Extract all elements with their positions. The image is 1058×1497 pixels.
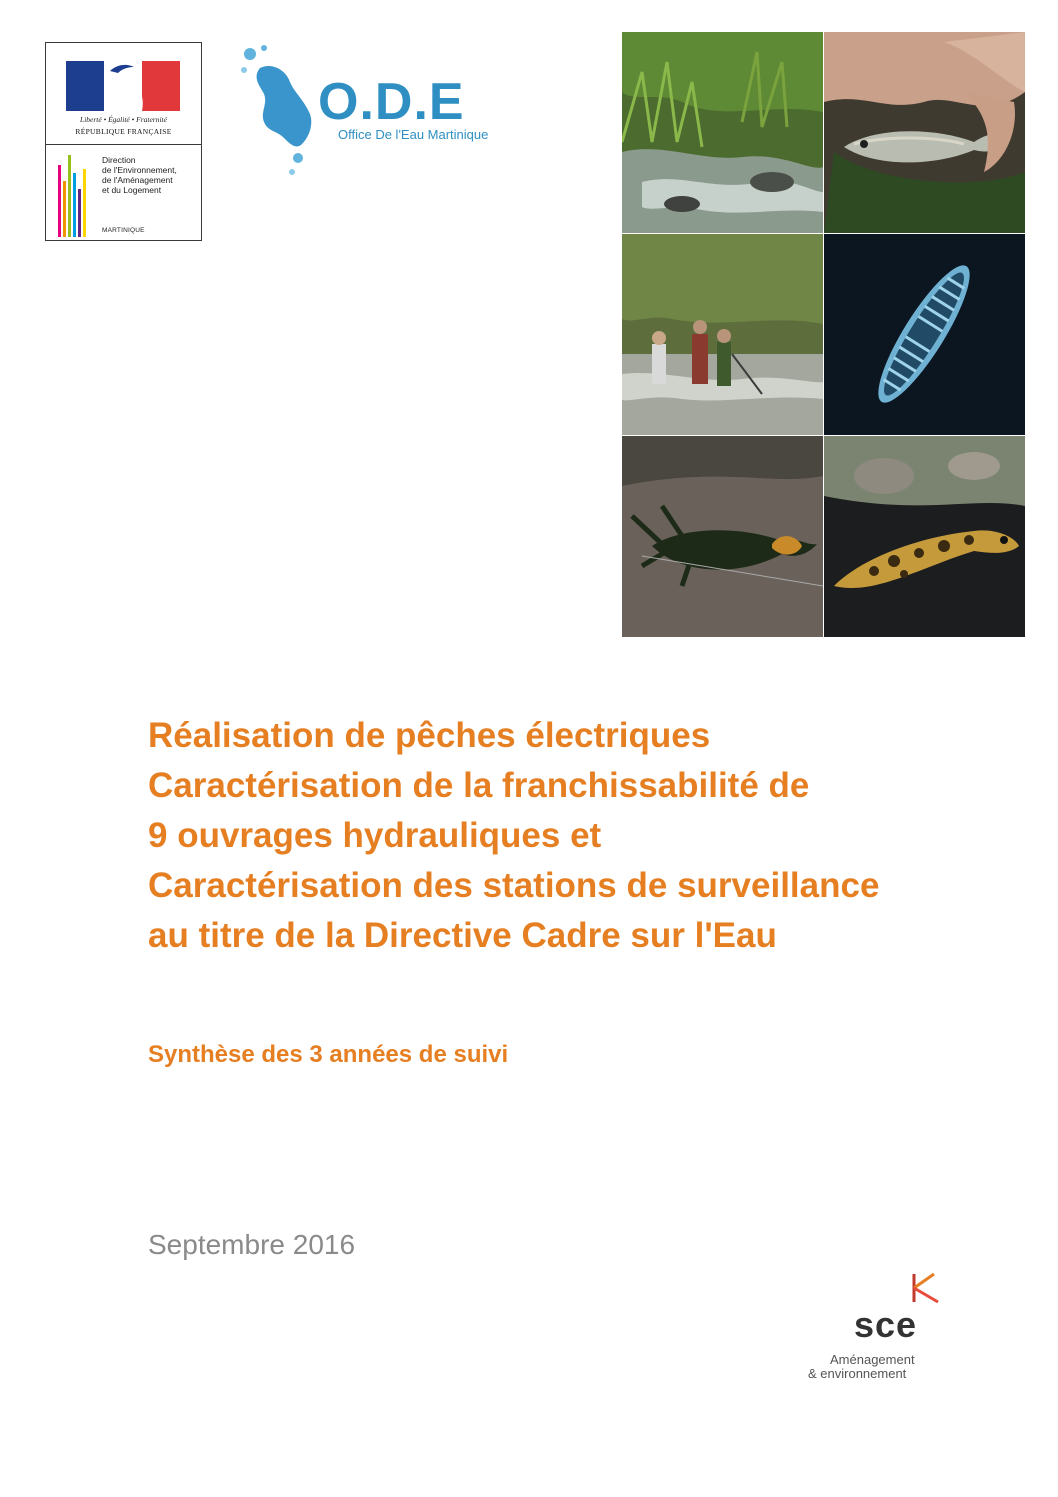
deal-line-4: et du Logement: [102, 185, 162, 195]
deal-region: MARTINIQUE: [102, 227, 145, 234]
ode-title: O.D.E: [318, 73, 465, 131]
republic-label: RÉPUBLIQUE FRANÇAISE: [75, 127, 172, 136]
fish-in-hand-photo: [824, 32, 1025, 233]
river-stream-photo: [622, 32, 823, 233]
republic-motto: Liberté • Égalité • Fraternité: [80, 115, 167, 124]
title-line-3: 9 ouvrages hydrauliques et: [148, 816, 602, 855]
deal-direction-text: [102, 155, 200, 195]
title-line-2: Caractérisation de la franchissabilité de: [148, 766, 810, 805]
marianne-flag-icon: [66, 61, 180, 111]
ode-subtitle: Office De l'Eau Martinique: [338, 127, 489, 142]
sce-logo: [808, 1270, 948, 1385]
report-subtitle: Synthèse des 3 années de suivi: [148, 1041, 509, 1068]
report-title: [148, 711, 1028, 961]
deal-line-3: de l'Aménagement: [102, 175, 173, 185]
sce-tagline-2: & environnement: [808, 1366, 907, 1381]
deal-color-bars-icon: [56, 151, 88, 239]
title-line-1: Réalisation de pêches électriques: [148, 716, 711, 755]
sce-tagline-1: Aménagement: [830, 1352, 915, 1367]
field-survey-team-photo: [622, 234, 823, 435]
prefecture-deal-logo: [45, 42, 202, 241]
crayfish-shrimp-photo: [622, 436, 823, 637]
deal-line-1: Direction: [102, 155, 136, 165]
martinique-island-icon: [238, 40, 328, 180]
report-date: Septembre 2016: [148, 1229, 356, 1260]
sce-mark-icon: [908, 1272, 944, 1304]
diatom-microscope-photo: [824, 234, 1025, 435]
goby-fish-photo: [824, 436, 1025, 637]
title-line-5: au titre de la Directive Cadre sur l'Eau: [148, 916, 777, 955]
ode-logo: [238, 40, 518, 180]
photo-collage: [622, 32, 1025, 639]
sce-wordmark: sce: [854, 1304, 918, 1345]
deal-line-2: de l'Environnement,: [102, 165, 177, 175]
title-line-4: Caractérisation des stations de surveillance: [148, 866, 880, 905]
republique-francaise-logo: [46, 43, 201, 145]
